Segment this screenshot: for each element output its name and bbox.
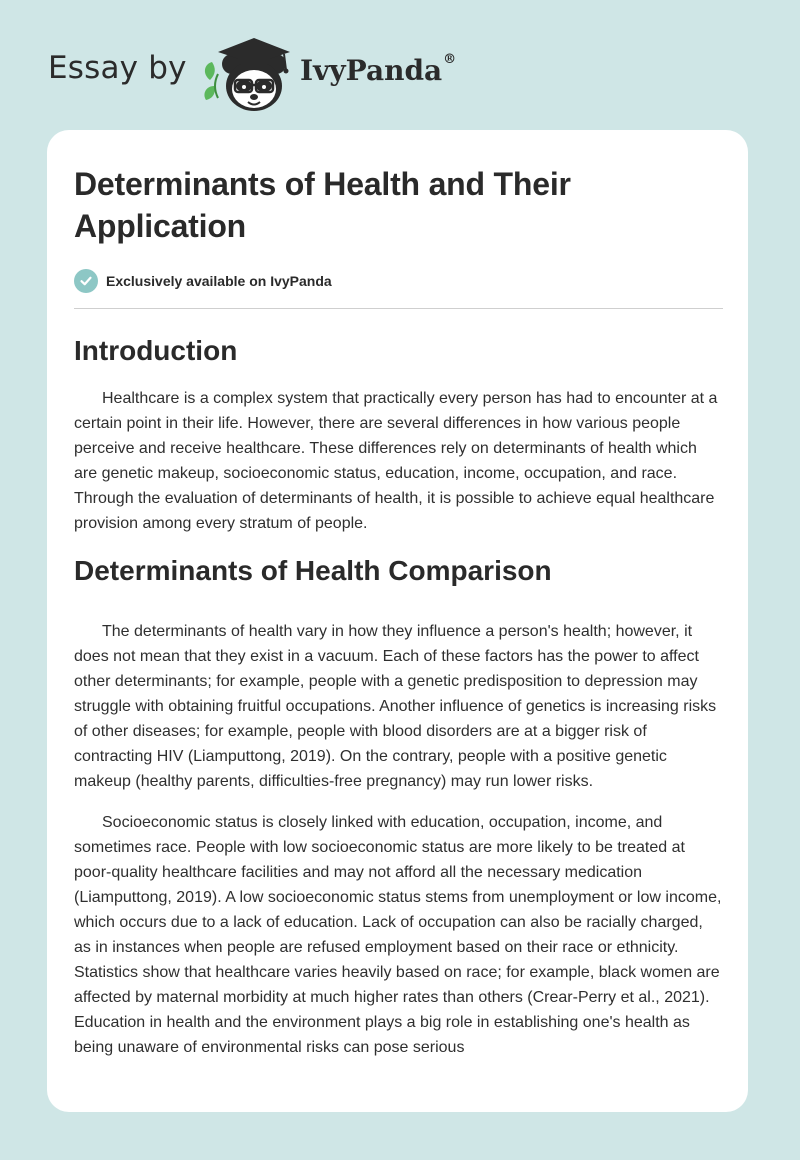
essay-content xyxy=(74,163,724,1060)
site-header xyxy=(0,0,800,130)
essay-by-label: Essay by xyxy=(48,50,187,86)
exclusive-label: Exclusively available on IvyPanda xyxy=(106,273,332,289)
section-introduction xyxy=(74,333,724,536)
brand-name-text: IvyPanda xyxy=(300,54,443,87)
section-heading: Introduction xyxy=(74,335,238,366)
paragraph: The determinants of health vary in how they influence a person's health; however, it does not mean that they exist in a vacuum. Each of these factors has the power to affect other determinants; for example, people with a genetic predisposition to depression may struggle with obtaining fruitful occupations. Another influence of genetics is increasing risks of other diseases; for example, people with blood disorders are at a bigger risk of contracting HIV (Liamputtong, 2019). On the contrary, people with a positive genetic makeup (healthy parents, difficulties-free pregnancy) may run lower risks. xyxy=(74,623,717,790)
exclusive-badge xyxy=(74,266,724,296)
paragraph: Socioeconomic status is closely linked with education, occupation, income, and sometimes race. People with low socioeconomic status are more likely to be treated at poor-quality healthcare facilities and may not afford all the necessary medication (Liamputtong, 2019). A low socioeconomic status stems from unemployment or low income, which occurs due to a lack of education. Lack of occupation can also be racially charged, as in instances when people are refused employment based on their race or ethnicity. Statistics show that healthcare varies heavily based on race; for example, black women are affected by maternal morbidity at much higher rates than others (Crear-Perry et al., 2021). Education in health and the environment plays a big role in establishing one's health as being unaware of environmental risks can pose serious xyxy=(74,814,722,1056)
section-determinants-comparison xyxy=(74,553,724,1060)
registered-mark: ® xyxy=(443,52,457,67)
section-heading: Determinants of Health Comparison xyxy=(74,555,552,586)
essay-title: Determinants of Health and Their Application xyxy=(74,166,571,244)
paragraph: Healthcare is a complex system that practically every person has had to encounter at a certain point in their life. However, there are several differences in how various people perceive and receive healthcare. These differences rely on determinants of health which are genetic makeup, socioeconomic status, education, income, occupation, and race. Through the evaluation of determinants of health, it is possible to achieve equal healthcare provision among every stratum of people. xyxy=(74,390,718,532)
divider xyxy=(74,308,723,309)
essay-card xyxy=(47,130,748,1112)
panda-graduate-icon[interactable] xyxy=(200,34,296,114)
brand-name[interactable] xyxy=(300,54,456,87)
check-circle-icon xyxy=(74,269,98,293)
